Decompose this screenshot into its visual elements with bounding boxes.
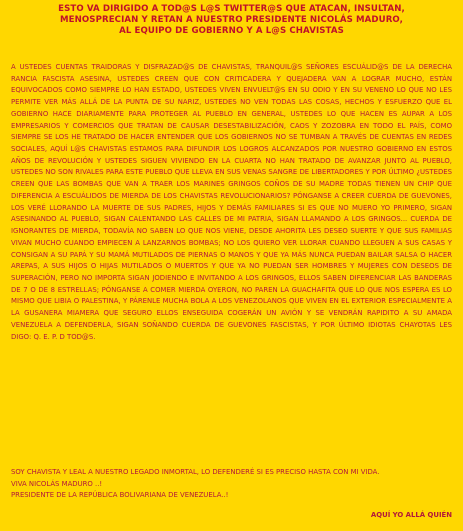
closing-line: VIVA NICOLÁS MADURO ..! [11, 479, 103, 488]
closing-line: PRESIDENTE DE LA REPÚBLICA BOLIVARIANA DE VENEZUELA..! [11, 491, 229, 499]
closing-line: SOY CHAVISTA Y LEAL A NUESTRO LEGADO INMORTAL, LO DEFENDERÉ SI ES PRECISO HASTA CON MI VIDA. [11, 468, 380, 476]
title-line: MENOSPRECIAN Y RETAN A NUESTRO PRESIDENTE NICOLÁS MADURO, [59, 15, 404, 26]
title-line: AL EQUIPO DE GOBIERNO Y A L@S CHAVISTAS [119, 26, 344, 37]
body-paragraph: A USTEDES CUENTAS TRAIDORAS Y DISFRAZAD@S DE CHAVISTAS, TRANQUIL@S SEÑORES ESCUÁLID@S DE LA DERECHA RANCIA FASCISTA ASESINA, USTEDES CREEN QUE CON CRITICADERA Y QUEJADERA VAN A LOGRAR MUCHO, ESTÁN EQUIVOCADOS COMO SIEMPRE LO HAN ESTADO, USTEDES VIVEN ENVUELT@S EN SU ODIO Y EN SU VENENO LO QUE NO LES PERMITE VER MÁS ALLÁ DE LA PUNTA DE SU NARIZ, USTEDES NO VEN TODAS LAS COSAS, HECHOS Y ESFUERZO QUE EL GOBIERNO HACE DIARIAMENTE PARA PROTEGER AL PUEBLO EN GENERAL, USTEDES LO QUE HACEN ES AUPAR A LOS EMPRESARIOS Y COMERCIOS QUE TRATAN DE CAUSAR DESESTABILIZACIÓN, CAOS Y ZOZOBRA EN TODO EL PAÍS, COMO SIEMPRE SE LOS HE TRATADO DE HACER ENTENDER QUE LOS GOBIERNOS NO SE TUMBAN A TRAVÉS DE CUENTAS EN REDES SOCIALES, AQUÍ L@S CHAVISTAS ESTAMOS PARA DIFUNDIR LOS LOGROS ALCANZADOS POR NUESTRO GOBIERNO EN ESTOS AÑOS DE REVOLUCIÓN Y USTEDES SIGUEN VIVIENDO EN LA CUARTA NO HAN TRATADO DE AVANZAR JUNTO AL PUEBLO, USTEDES NO SON RIVALES PARA ESTE PUEBLO QUE LLEVA EN SUS VENAS SANGRE DE LIBERTADORES Y POR ÚLTIMO ¿USTEDES CREEN QUE LAS BOMBAS QUE VAN A TRAER LOS MARINES GRINGOS COÑOS DE SU MADRE TODAS TIENEN UN CHIP QUE DIFERENCIA A ESCUÁLIDOS DE MIERDA DE LOS CHAVISTAS REVOLUCIONARIOS? PÓNGANSE A CREER CUERDA DE GUEVONES, LOS VERÉ LLORANDO LA MUERTE DE SUS PADRES, HIJOS Y DEMÁS FAMILIARES SI ES QUE NO MUERO YO PRIMERO, SIGAN ASESINANDO AL PUEBLO, SIGAN CALENTANDO LAS CALLES DE MI PATRIA, SIGAN LLAMANDO A LOS GRINGOS... CUERDA DE IGNORANTES DE MIERDA, TODAVÍA NO SABEN LO QUE NOS VIENE, DESDE AHORITA LES DESEO SUERTE Y QUE SUS FAMILIAS VIVAN MUCHO CUANDO EMPIECEN A LANZARNOS BOMBAS; NO LOS QUIERO VER LLORAR CUANDO LLEGUEN A SUS CASAS Y CONSIGAN A SU PAPÁ Y SU MAMÁ MUTILADOS DE PIERNAS O MANOS Y QUE YA MÁS NUNCA PUEDAN BAILAR SALSA O HACER AREPAS, A SUS HIJOS O HIJAS MUTILADOS O MUERTOS Y QUE YA NO PUEDAN SER HOMBRES Y MUJERES CON DESEOS DE SUPERACIÓN, PERO NO IMPORTA SIGAN JODIENDO E INVITANDO A LOS GRINGOS, ELLOS SABEN DIFERENCIAR LAS BANDERAS DE 7 O DE 8 ESTRELLAS; PÓNGANSE A COMER MIERDA OYERON, NO PAREN LA GUACHAFITA QUE LO QUE NOS ESPERA ES LO MISMO QUE LIBIA O PALESTINA, Y PÁRENLE MUCHA BOLA A LOS VENEZOLANOS QUE VIVEN EN EL EXTERIOR ESPECIALMENTE A LA GUSANERA MIAMERA QUE SEGURO ELLOS ENSEGUIDA COGERÁN UN AVIÓN Y SE VENDRÁN RAPIDITO A SU AMADA VENEZUELA A DEFENDERLA, SIGAN SOÑANDO CUERDA DE GUEVONES FASCISTAS, Y POR ÚLTIMO IDIOTAS CHAYOTAS LES DIGO: Q. E. P. D TOD@S. [11, 63, 452, 341]
closing-block [11, 467, 452, 502]
signature: AQUÍ YO ALLÁ QUIÉN [370, 511, 452, 519]
document-body [11, 62, 452, 343]
title-line: ESTO VA DIRIGIDO A TOD@S L@S TWITTER@S QUE ATACAN, INSULTAN, [58, 4, 405, 14]
document-title [24, 4, 439, 38]
